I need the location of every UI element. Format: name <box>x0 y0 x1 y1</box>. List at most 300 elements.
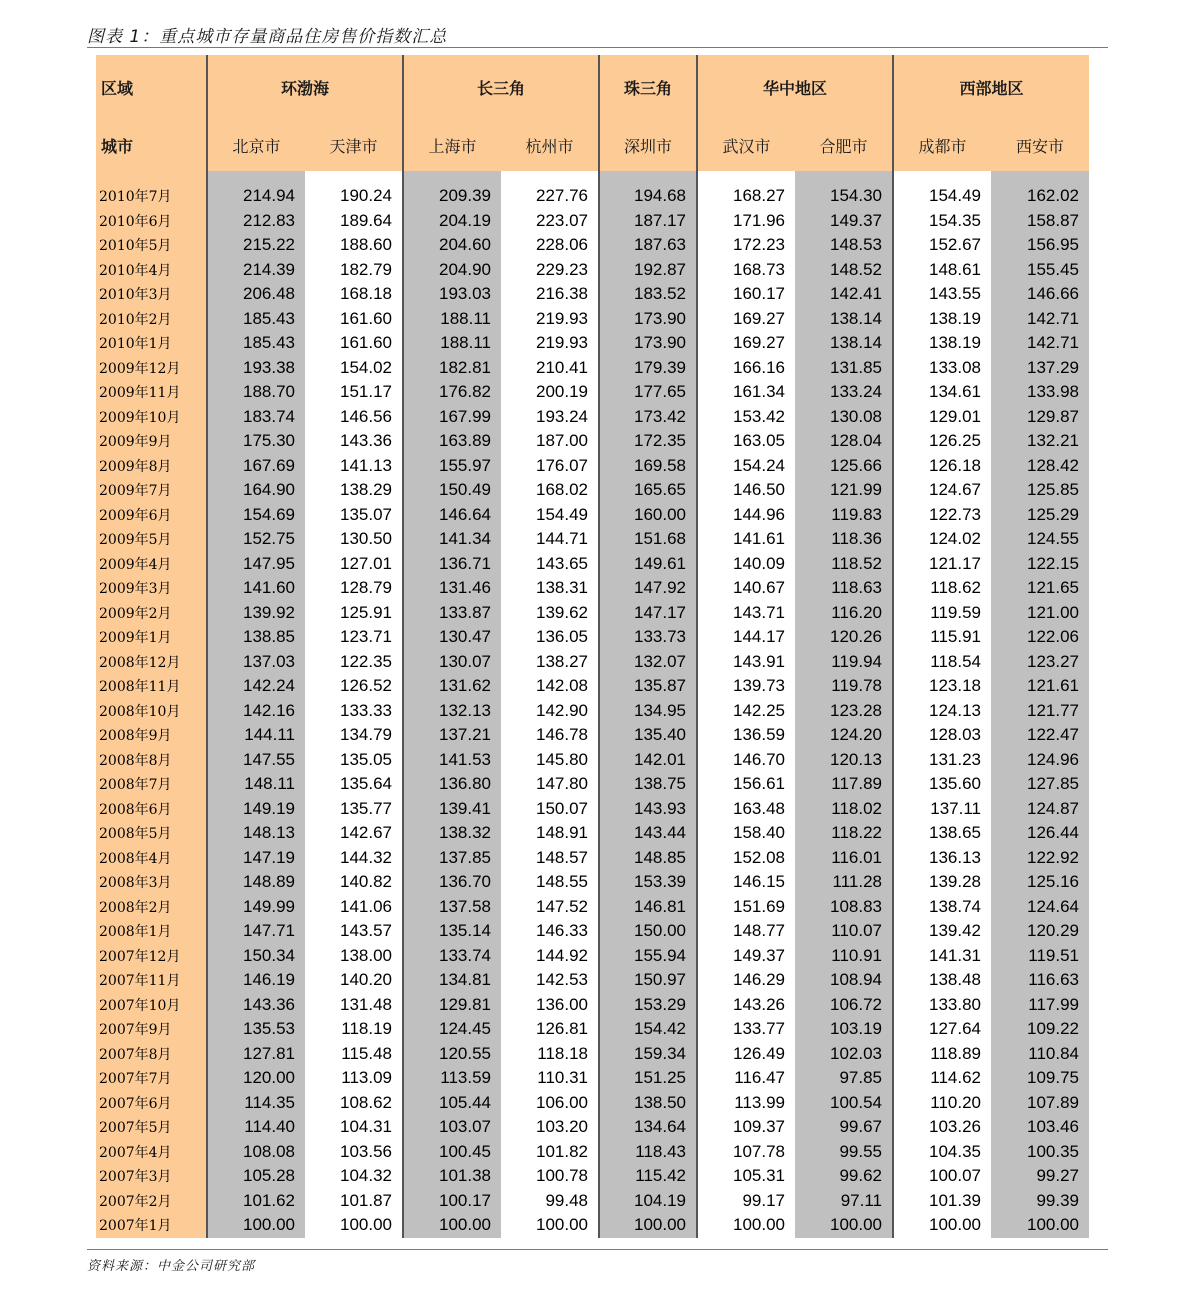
row-month-label: 2008年1月 <box>96 919 207 944</box>
index-value-cell: 109.37 <box>697 1115 795 1140</box>
index-value-cell: 137.03 <box>207 650 305 675</box>
index-value-cell: 146.66 <box>991 282 1089 307</box>
index-value-cell: 131.48 <box>340 994 392 1014</box>
row-month-label: 2008年6月 <box>96 797 207 822</box>
index-value-cell: 153.29 <box>599 993 697 1018</box>
index-value-cell: 129.87 <box>991 405 1089 430</box>
index-value-cell: 134.95 <box>599 699 697 724</box>
index-value-cell: 138.75 <box>599 772 697 797</box>
index-value-cell: 118.43 <box>599 1140 697 1165</box>
index-value-cell: 104.31 <box>340 1117 392 1137</box>
index-value-cell: 118.54 <box>893 650 991 675</box>
index-value-cell: 171.96 <box>697 209 795 234</box>
index-value-cell: 193.03 <box>403 282 501 307</box>
index-value-cell: 150.97 <box>599 968 697 993</box>
city-header: 西安市 <box>991 119 1089 171</box>
index-value-cell: 100.54 <box>795 1091 893 1116</box>
index-value-cell: 110.07 <box>795 919 893 944</box>
index-value-cell: 110.20 <box>893 1091 991 1116</box>
index-value-cell: 144.11 <box>207 723 305 748</box>
index-value-cell: 146.64 <box>403 503 501 528</box>
table-row <box>96 527 1089 552</box>
row-month-label: 2009年7月 <box>96 478 207 503</box>
index-value-cell: 168.27 <box>697 184 795 209</box>
index-value-cell: 229.23 <box>536 259 588 279</box>
index-value-cell: 158.40 <box>697 821 795 846</box>
row-month-label: 2008年12月 <box>96 650 207 675</box>
table-row <box>96 723 1089 748</box>
index-value-cell: 101.82 <box>536 1141 588 1161</box>
index-value-cell: 194.68 <box>599 184 697 209</box>
row-month-label: 2007年12月 <box>96 944 207 969</box>
table-row <box>96 895 1089 920</box>
index-value-cell: 161.60 <box>340 333 392 353</box>
index-value-cell: 182.81 <box>403 356 501 381</box>
index-value-cell: 154.69 <box>207 503 305 528</box>
index-value-cell: 212.83 <box>207 209 305 234</box>
index-value-cell: 101.38 <box>403 1164 501 1189</box>
index-value-cell: 138.29 <box>340 480 392 500</box>
row-month-label: 2009年11月 <box>96 380 207 405</box>
row-month-label: 2009年6月 <box>96 503 207 528</box>
index-value-cell: 130.07 <box>403 650 501 675</box>
index-value-cell: 151.68 <box>599 527 697 552</box>
index-value-cell: 137.58 <box>403 895 501 920</box>
index-value-cell: 124.96 <box>991 748 1089 773</box>
index-value-cell: 106.00 <box>536 1092 588 1112</box>
region-header: 珠三角 <box>599 55 697 119</box>
table-row <box>96 1017 1089 1042</box>
index-value-cell: 169.27 <box>697 307 795 332</box>
index-value-cell: 173.90 <box>599 331 697 356</box>
index-value-cell: 115.91 <box>893 625 991 650</box>
index-value-cell: 123.71 <box>340 627 392 647</box>
index-value-cell: 151.17 <box>340 382 392 402</box>
index-value-cell: 131.23 <box>893 748 991 773</box>
index-value-cell: 146.50 <box>697 478 795 503</box>
index-value-cell: 148.61 <box>893 258 991 283</box>
index-value-cell: 141.06 <box>340 896 392 916</box>
index-value-cell: 144.92 <box>536 945 588 965</box>
index-value-cell: 127.81 <box>207 1042 305 1067</box>
index-value-cell: 116.01 <box>795 846 893 871</box>
index-value-cell: 141.34 <box>403 527 501 552</box>
table-row <box>96 968 1089 993</box>
index-value-cell: 175.30 <box>207 429 305 454</box>
index-value-cell: 138.74 <box>893 895 991 920</box>
index-value-cell: 147.92 <box>599 576 697 601</box>
table-row <box>96 846 1089 871</box>
index-value-cell: 100.00 <box>795 1213 893 1238</box>
index-value-cell: 219.93 <box>536 308 588 328</box>
region-header: 西部地区 <box>893 55 1089 119</box>
index-value-cell: 142.24 <box>207 674 305 699</box>
index-value-cell: 141.53 <box>403 748 501 773</box>
index-value-cell: 108.94 <box>795 968 893 993</box>
index-value-cell: 209.39 <box>403 184 501 209</box>
index-value-cell: 137.21 <box>403 723 501 748</box>
index-value-cell: 126.81 <box>536 1019 588 1039</box>
city-header-label: 城市 <box>96 119 207 171</box>
index-value-cell: 125.29 <box>991 503 1089 528</box>
index-value-cell: 172.23 <box>697 233 795 258</box>
index-value-cell: 143.44 <box>599 821 697 846</box>
index-value-cell: 136.00 <box>536 994 588 1014</box>
index-value-cell: 121.77 <box>991 699 1089 724</box>
table-row <box>96 405 1089 430</box>
index-value-cell: 163.05 <box>697 429 795 454</box>
index-value-cell: 182.79 <box>340 259 392 279</box>
index-value-cell: 188.11 <box>403 331 501 356</box>
index-value-cell: 173.42 <box>599 405 697 430</box>
index-value-cell: 124.02 <box>893 527 991 552</box>
index-value-cell: 163.48 <box>697 797 795 822</box>
index-value-cell: 149.99 <box>207 895 305 920</box>
index-value-cell: 110.84 <box>991 1042 1089 1067</box>
table-row <box>96 870 1089 895</box>
index-value-cell: 144.17 <box>697 625 795 650</box>
index-value-cell: 206.48 <box>207 282 305 307</box>
index-value-cell: 116.47 <box>697 1066 795 1091</box>
region-header: 华中地区 <box>697 55 893 119</box>
index-value-cell: 148.57 <box>536 847 588 867</box>
index-value-cell: 102.03 <box>795 1042 893 1067</box>
index-value-cell: 169.27 <box>697 331 795 356</box>
row-month-label: 2008年10月 <box>96 699 207 724</box>
table-row <box>96 282 1089 307</box>
region-header: 长三角 <box>403 55 599 119</box>
index-value-cell: 144.32 <box>340 847 392 867</box>
row-month-label: 2008年8月 <box>96 748 207 773</box>
index-value-cell: 135.40 <box>599 723 697 748</box>
index-value-cell: 127.01 <box>340 553 392 573</box>
index-value-cell: 114.62 <box>893 1066 991 1091</box>
index-value-cell: 154.49 <box>536 504 588 524</box>
row-month-label: 2009年5月 <box>96 527 207 552</box>
index-value-cell: 133.24 <box>795 380 893 405</box>
index-value-cell: 214.94 <box>207 184 305 209</box>
index-value-cell: 100.17 <box>403 1189 501 1214</box>
index-value-cell: 160.17 <box>697 282 795 307</box>
table-row <box>96 576 1089 601</box>
table-row <box>96 258 1089 283</box>
row-month-label: 2008年9月 <box>96 723 207 748</box>
index-value-cell: 122.73 <box>893 503 991 528</box>
index-value-cell: 172.35 <box>599 429 697 454</box>
index-value-cell: 187.00 <box>536 431 588 451</box>
index-value-cell: 121.17 <box>893 552 991 577</box>
index-value-cell: 163.89 <box>403 429 501 454</box>
index-value-cell: 143.65 <box>536 553 588 573</box>
index-value-cell: 114.40 <box>207 1115 305 1140</box>
index-value-cell: 148.85 <box>599 846 697 871</box>
table-row <box>96 1164 1089 1189</box>
index-value-cell: 131.85 <box>795 356 893 381</box>
index-value-cell: 148.91 <box>536 823 588 843</box>
index-value-cell: 136.13 <box>893 846 991 871</box>
index-value-cell: 135.07 <box>340 504 392 524</box>
index-value-cell: 105.44 <box>403 1091 501 1116</box>
index-value-cell: 143.57 <box>340 921 392 941</box>
index-value-cell: 149.19 <box>207 797 305 822</box>
index-value-cell: 154.42 <box>599 1017 697 1042</box>
index-value-cell: 100.45 <box>403 1140 501 1165</box>
index-value-cell: 140.82 <box>340 872 392 892</box>
index-value-cell: 129.81 <box>403 993 501 1018</box>
index-value-cell: 183.52 <box>599 282 697 307</box>
index-value-cell: 108.08 <box>207 1140 305 1165</box>
index-value-cell: 120.00 <box>207 1066 305 1091</box>
index-value-cell: 115.42 <box>599 1164 697 1189</box>
index-value-cell: 144.71 <box>536 529 588 549</box>
index-value-cell: 146.56 <box>340 406 392 426</box>
index-value-cell: 118.36 <box>795 527 893 552</box>
city-header: 武汉市 <box>697 119 795 171</box>
index-value-cell: 143.93 <box>599 797 697 822</box>
bottom-divider <box>87 1249 1108 1250</box>
index-value-cell: 150.49 <box>403 478 501 503</box>
index-value-cell: 136.80 <box>403 772 501 797</box>
row-month-label: 2010年5月 <box>96 233 207 258</box>
index-value-cell: 138.31 <box>536 578 588 598</box>
index-value-cell: 142.53 <box>536 970 588 990</box>
index-value-cell: 100.00 <box>893 1213 991 1238</box>
index-value-cell: 122.47 <box>991 723 1089 748</box>
row-month-label: 2010年4月 <box>96 258 207 283</box>
source-note: 资料来源：中金公司研究部 <box>87 1259 256 1274</box>
index-value-cell: 214.39 <box>207 258 305 283</box>
index-value-cell: 100.07 <box>893 1164 991 1189</box>
index-value-cell: 138.19 <box>893 331 991 356</box>
index-value-cell: 121.00 <box>991 601 1089 626</box>
index-value-cell: 146.15 <box>697 870 795 895</box>
index-value-cell: 167.99 <box>403 405 501 430</box>
table-row <box>96 356 1089 381</box>
index-value-cell: 120.13 <box>795 748 893 773</box>
table-row <box>96 797 1089 822</box>
index-value-cell: 142.25 <box>697 699 795 724</box>
index-value-cell: 99.17 <box>697 1189 795 1214</box>
index-value-cell: 147.19 <box>207 846 305 871</box>
table-row <box>96 184 1089 209</box>
index-value-cell: 99.48 <box>545 1190 588 1210</box>
index-value-cell: 133.74 <box>403 944 501 969</box>
index-value-cell: 121.61 <box>991 674 1089 699</box>
index-value-cell: 138.19 <box>893 307 991 332</box>
index-value-cell: 153.42 <box>697 405 795 430</box>
index-value-cell: 148.13 <box>207 821 305 846</box>
region-header-label: 区域 <box>96 55 207 119</box>
index-value-cell: 136.59 <box>697 723 795 748</box>
index-value-cell: 176.82 <box>403 380 501 405</box>
index-value-cell: 143.91 <box>697 650 795 675</box>
table-row <box>96 601 1089 626</box>
index-value-cell: 125.66 <box>795 454 893 479</box>
index-value-cell: 116.20 <box>795 601 893 626</box>
index-value-cell: 216.38 <box>536 284 588 304</box>
index-value-cell: 133.73 <box>599 625 697 650</box>
index-value-cell: 177.65 <box>599 380 697 405</box>
index-value-cell: 138.14 <box>795 331 893 356</box>
index-value-cell: 133.87 <box>403 601 501 626</box>
index-value-cell: 126.25 <box>893 429 991 454</box>
index-value-cell: 100.00 <box>697 1213 795 1238</box>
index-value-cell: 146.70 <box>697 748 795 773</box>
index-value-cell: 100.00 <box>599 1213 697 1238</box>
index-value-cell: 142.16 <box>207 699 305 724</box>
row-month-label: 2009年9月 <box>96 429 207 454</box>
index-value-cell: 135.64 <box>340 774 392 794</box>
index-value-cell: 148.77 <box>697 919 795 944</box>
index-value-cell: 100.00 <box>340 1215 392 1235</box>
index-value-cell: 130.47 <box>403 625 501 650</box>
row-month-label: 2010年2月 <box>96 307 207 332</box>
index-value-cell: 133.80 <box>893 993 991 1018</box>
city-header-row <box>96 119 1089 171</box>
index-value-cell: 121.99 <box>795 478 893 503</box>
index-value-cell: 223.07 <box>536 210 588 230</box>
index-value-cell: 131.62 <box>403 674 501 699</box>
row-month-label: 2007年11月 <box>96 968 207 993</box>
table-row <box>96 993 1089 1018</box>
index-value-cell: 146.29 <box>697 968 795 993</box>
index-value-cell: 159.34 <box>599 1042 697 1067</box>
city-header: 成都市 <box>893 119 991 171</box>
index-value-cell: 126.44 <box>991 821 1089 846</box>
index-value-cell: 139.73 <box>697 674 795 699</box>
index-value-cell: 188.11 <box>403 307 501 332</box>
index-value-cell: 136.70 <box>403 870 501 895</box>
index-value-cell: 150.07 <box>536 798 588 818</box>
index-value-cell: 124.45 <box>403 1017 501 1042</box>
index-value-cell: 126.49 <box>697 1042 795 1067</box>
index-value-cell: 107.89 <box>991 1091 1089 1116</box>
index-value-cell: 164.90 <box>207 478 305 503</box>
index-value-cell: 142.90 <box>536 700 588 720</box>
index-value-cell: 188.60 <box>340 235 392 255</box>
table-row <box>96 1091 1089 1116</box>
index-value-cell: 142.41 <box>795 282 893 307</box>
index-value-cell: 99.55 <box>795 1140 893 1165</box>
table-row <box>96 1213 1089 1238</box>
index-value-cell: 155.97 <box>403 454 501 479</box>
row-month-label: 2010年3月 <box>96 282 207 307</box>
city-header: 合肥市 <box>795 119 893 171</box>
index-value-cell: 179.39 <box>599 356 697 381</box>
index-value-cell: 101.62 <box>207 1189 305 1214</box>
index-value-cell: 137.29 <box>991 356 1089 381</box>
index-value-cell: 148.52 <box>795 258 893 283</box>
index-value-cell: 149.61 <box>599 552 697 577</box>
index-value-cell: 146.19 <box>207 968 305 993</box>
index-value-cell: 135.14 <box>403 919 501 944</box>
row-month-label: 2007年8月 <box>96 1042 207 1067</box>
table-row <box>96 1066 1089 1091</box>
table-row <box>96 331 1089 356</box>
index-value-cell: 138.14 <box>795 307 893 332</box>
index-value-cell: 154.30 <box>795 184 893 209</box>
row-month-label: 2008年3月 <box>96 870 207 895</box>
index-value-cell: 135.87 <box>599 674 697 699</box>
row-month-label: 2007年4月 <box>96 1140 207 1165</box>
index-value-cell: 100.00 <box>991 1213 1089 1238</box>
row-month-label: 2010年7月 <box>96 184 207 209</box>
index-value-cell: 154.24 <box>697 454 795 479</box>
table-row <box>96 944 1089 969</box>
index-value-cell: 143.36 <box>340 431 392 451</box>
index-value-cell: 173.90 <box>599 307 697 332</box>
index-value-cell: 127.64 <box>893 1017 991 1042</box>
index-value-cell: 118.18 <box>537 1043 588 1063</box>
row-month-label: 2009年3月 <box>96 576 207 601</box>
index-value-cell: 100.35 <box>991 1140 1089 1165</box>
index-value-cell: 138.65 <box>893 821 991 846</box>
table-row <box>96 454 1089 479</box>
index-value-cell: 103.19 <box>795 1017 893 1042</box>
index-value-cell: 137.85 <box>403 846 501 871</box>
index-value-cell: 135.77 <box>340 798 392 818</box>
table-row <box>96 233 1089 258</box>
index-value-cell: 138.00 <box>340 945 392 965</box>
index-value-cell: 120.55 <box>403 1042 501 1067</box>
header-spacer-row <box>96 171 1089 184</box>
table-row <box>96 307 1089 332</box>
index-value-cell: 147.52 <box>536 896 588 916</box>
index-value-cell: 138.85 <box>207 625 305 650</box>
index-value-cell: 156.61 <box>697 772 795 797</box>
row-month-label: 2010年6月 <box>96 209 207 234</box>
index-value-cell: 118.89 <box>893 1042 991 1067</box>
index-value-cell: 113.59 <box>403 1066 501 1091</box>
index-value-cell: 154.49 <box>893 184 991 209</box>
index-value-cell: 155.45 <box>991 258 1089 283</box>
index-value-cell: 118.52 <box>795 552 893 577</box>
index-value-cell: 122.35 <box>340 651 392 671</box>
row-month-label: 2007年10月 <box>96 993 207 1018</box>
index-value-cell: 105.31 <box>697 1164 795 1189</box>
table-row <box>96 748 1089 773</box>
index-value-cell: 142.08 <box>536 676 588 696</box>
index-value-cell: 123.27 <box>991 650 1089 675</box>
index-value-cell: 215.22 <box>207 233 305 258</box>
index-value-cell: 138.48 <box>893 968 991 993</box>
row-month-label: 2008年7月 <box>96 772 207 797</box>
index-value-cell: 133.98 <box>991 380 1089 405</box>
index-value-cell: 125.16 <box>991 870 1089 895</box>
index-value-cell: 161.60 <box>340 308 392 328</box>
index-value-cell: 97.85 <box>795 1066 893 1091</box>
index-value-cell: 131.46 <box>403 576 501 601</box>
index-value-cell: 124.20 <box>795 723 893 748</box>
index-value-cell: 108.83 <box>795 895 893 920</box>
index-value-cell: 99.67 <box>795 1115 893 1140</box>
city-header: 北京市 <box>207 119 305 171</box>
index-value-cell: 146.78 <box>536 725 588 745</box>
index-value-cell: 143.71 <box>697 601 795 626</box>
index-value-cell: 147.95 <box>207 552 305 577</box>
index-value-cell: 99.62 <box>795 1164 893 1189</box>
index-value-cell: 148.53 <box>795 233 893 258</box>
index-value-cell: 165.65 <box>599 478 697 503</box>
index-value-cell: 121.65 <box>991 576 1089 601</box>
index-value-cell: 117.99 <box>991 993 1089 1018</box>
index-value-cell: 133.08 <box>893 356 991 381</box>
index-value-cell: 150.34 <box>207 944 305 969</box>
index-value-cell: 188.70 <box>207 380 305 405</box>
index-value-cell: 146.81 <box>599 895 697 920</box>
index-value-cell: 125.91 <box>340 602 392 622</box>
table-row <box>96 552 1089 577</box>
